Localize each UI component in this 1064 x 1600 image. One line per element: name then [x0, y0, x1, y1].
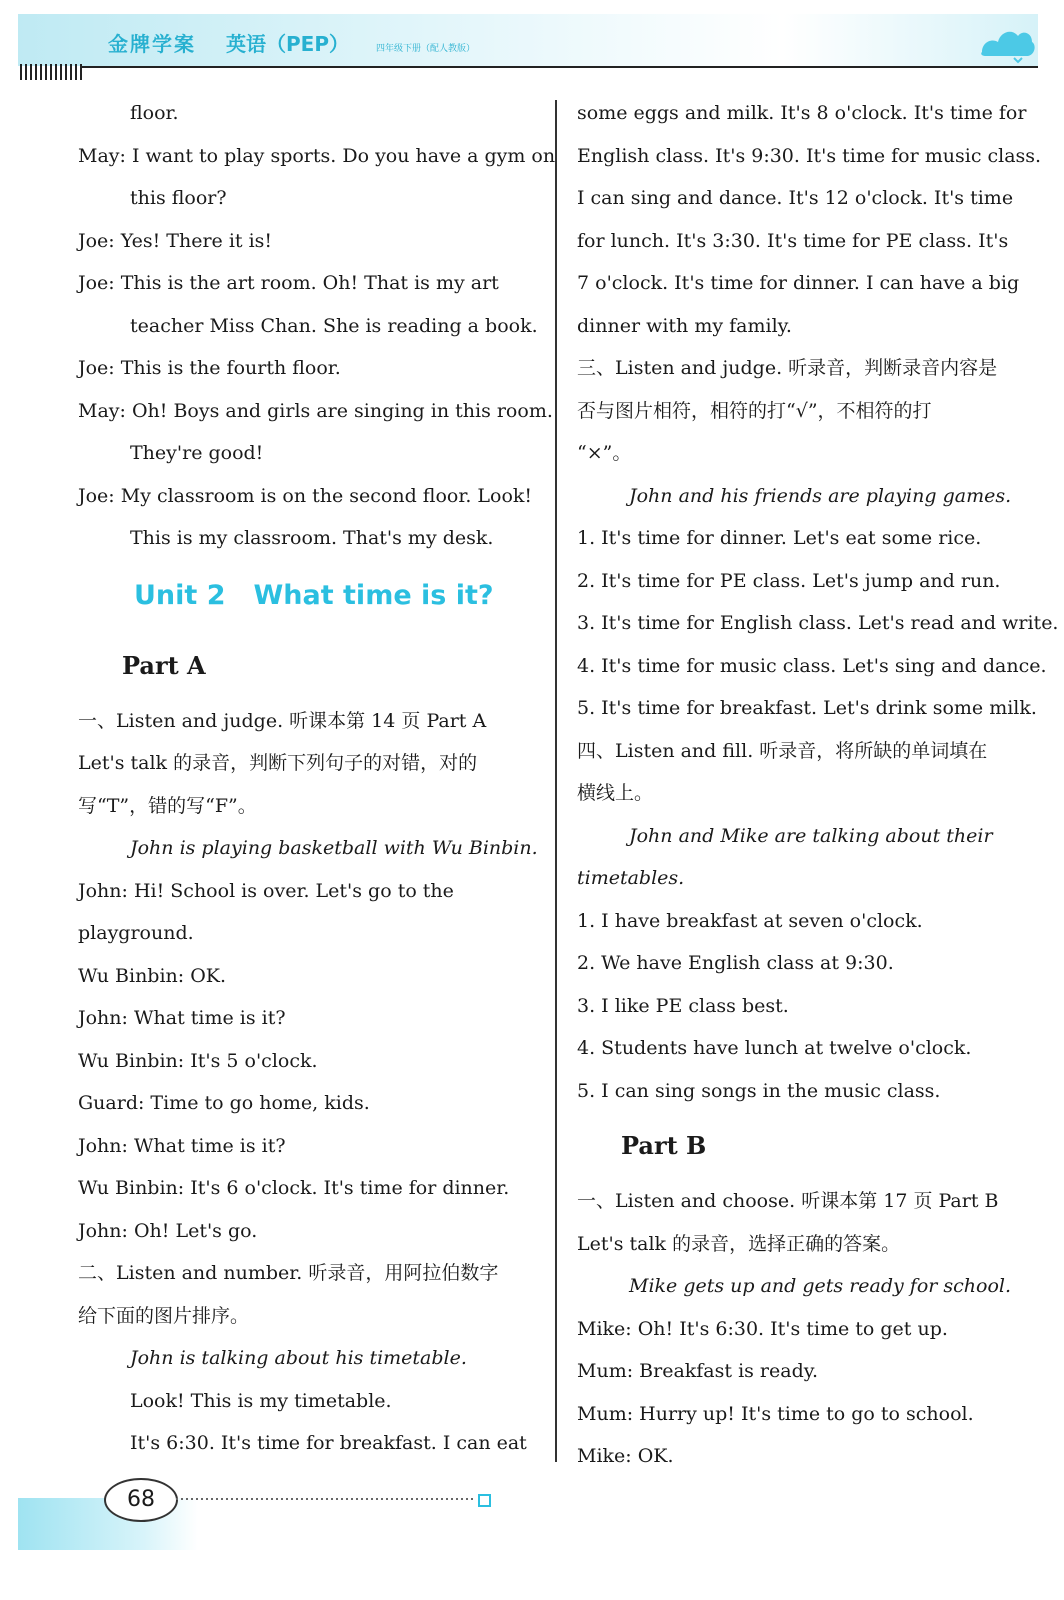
- list-item: 5. I can sing songs in the music class.: [577, 1079, 941, 1102]
- header-rule: [82, 66, 1038, 68]
- text-line: 7 o'clock. It's time for dinner. I can have a big: [577, 272, 1020, 294]
- left-column: [78, 92, 556, 1465]
- right-column: [577, 92, 1059, 1478]
- text-line: It's 6:30. It's time for breakfast. I can eat: [130, 1432, 527, 1454]
- dialogue-line: playground.: [78, 922, 194, 944]
- dialogue-line: Mike: OK.: [577, 1445, 674, 1467]
- list-item: 1. It's time for dinner. Let's eat some rice.: [577, 527, 982, 549]
- list-item: 1. I have breakfast at seven o'clock.: [577, 909, 923, 932]
- list-item: 3. It's time for English class. Let's read and write.: [577, 612, 1059, 634]
- dialogue-line: Joe: Yes! There it is!: [78, 229, 273, 252]
- list-item: 4. It's time for music class. Let's sing and dance.: [577, 654, 1047, 677]
- dialogue-line: This is my classroom. That's my desk.: [130, 527, 494, 549]
- list-item: 3. I like PE class best.: [577, 994, 789, 1017]
- exercise-instruction: Let's talk 的录音，选择正确的答案。: [577, 1232, 901, 1255]
- dialogue-line: May: I want to play sports. Do you have a gym on: [78, 144, 556, 167]
- exercise-instruction: 给下面的图片排序。: [78, 1304, 250, 1327]
- unit-title: What time is it?: [253, 579, 494, 611]
- footer-dotted-rule: [176, 1498, 476, 1500]
- text-line: dinner with my family.: [577, 314, 792, 337]
- dialogue-line: John: What time is it?: [78, 1007, 286, 1029]
- dialogue-line: John: Oh! Let's go.: [78, 1219, 258, 1242]
- text-line: for lunch. It's 3:30. It's time for PE class. It's: [577, 229, 1009, 252]
- dialogue-line: teacher Miss Chan. She is reading a book.: [130, 314, 538, 337]
- dialogue-line: Mum: Hurry up! It's time to go to school.: [577, 1402, 974, 1425]
- exercise-instruction: 否与图片相符，相符的打“√”，不相符的打: [577, 399, 932, 422]
- exercise-instruction: 写“T”，错的写“F”。: [78, 794, 257, 817]
- subject-label: 英语（PEP）: [226, 32, 349, 56]
- scene-description: John and his friends are playing games.: [629, 484, 1012, 507]
- dialogue-line: Joe: This is the fourth floor.: [78, 357, 341, 379]
- dialogue-line: Wu Binbin: OK.: [78, 964, 227, 987]
- exercise-instruction: 横线上。: [577, 782, 654, 804]
- exercise-instruction: Let's talk 的录音，判断下列句子的对错，对的: [78, 752, 478, 774]
- text-line: I can sing and dance. It's 12 o'clock. It's time: [577, 187, 1014, 209]
- unit-label: Unit 2: [134, 579, 226, 611]
- dialogue-line: They're good!: [130, 442, 264, 464]
- dialogue-line: Wu Binbin: It's 6 o'clock. It's time for dinner.: [78, 1177, 510, 1199]
- scene-description: timetables.: [577, 867, 685, 889]
- book-title: 金牌学案: [108, 32, 196, 56]
- dialogue-line: Guard: Time to go home, kids.: [78, 1092, 370, 1114]
- scene-description: John is playing basketball with Wu Binbin.: [130, 837, 538, 859]
- text-line: floor.: [130, 102, 179, 124]
- text-line: Look! This is my timetable.: [130, 1389, 392, 1412]
- exercise-instruction: 二、Listen and number. 听录音，用阿拉伯数字: [78, 1262, 499, 1284]
- list-item: 4. Students have lunch at twelve o'clock.: [577, 1037, 972, 1059]
- dialogue-line: May: Oh! Boys and girls are singing in this room.: [78, 399, 553, 422]
- dialogue-line: John: What time is it?: [78, 1134, 286, 1157]
- exercise-instruction: 一、Listen and choose. 听课本第 17 页 Part B: [577, 1190, 999, 1212]
- scene-description: John and Mike are talking about their: [629, 824, 993, 847]
- page-number: 68: [104, 1478, 178, 1522]
- scene-description: John is talking about his timetable.: [130, 1347, 467, 1369]
- text-line: some eggs and milk. It's 8 o'clock. It's time for: [577, 102, 1027, 124]
- unit-heading: [78, 560, 538, 632]
- text-line: English class. It's 9:30. It's time for music class.: [577, 144, 1042, 167]
- dialogue-line: Mum: Breakfast is ready.: [577, 1360, 818, 1382]
- footer-square-icon: [478, 1494, 491, 1507]
- list-item: 2. It's time for PE class. Let's jump and run.: [577, 569, 1001, 592]
- dialogue-line: this floor?: [130, 187, 227, 209]
- dialogue-line: Joe: This is the art room. Oh! That is my art: [78, 272, 499, 294]
- cloud-icon: [978, 18, 1036, 64]
- dialogue-line: John: Hi! School is over. Let's go to the: [78, 879, 454, 902]
- part-a-heading: Part A: [122, 650, 206, 680]
- exercise-instruction: 三、Listen and judge. 听录音，判断录音内容是: [577, 357, 998, 379]
- dialogue-line: Wu Binbin: It's 5 o'clock.: [78, 1049, 318, 1072]
- column-divider: [555, 100, 557, 1462]
- grade-label: 四年级下册（配人教版）: [376, 44, 476, 54]
- exercise-instruction: 一、Listen and judge. 听课本第 14 页 Part A: [78, 709, 487, 732]
- scene-description: Mike gets up and gets ready for school.: [629, 1275, 1012, 1297]
- dialogue-line: Joe: My classroom is on the second floor. Look!: [78, 484, 533, 507]
- part-b-heading: Part B: [621, 1131, 707, 1160]
- list-item: 5. It's time for breakfast. Let's drink some milk.: [577, 697, 1037, 719]
- exercise-instruction: 四、Listen and fill. 听录音，将所缺的单词填在: [577, 739, 988, 762]
- dialogue-line: Mike: Oh! It's 6:30. It's time to get up.: [577, 1317, 948, 1340]
- exercise-instruction: “×”。: [577, 442, 632, 464]
- header-barcode-decoration: [20, 64, 82, 80]
- list-item: 2. We have English class at 9:30.: [577, 952, 894, 974]
